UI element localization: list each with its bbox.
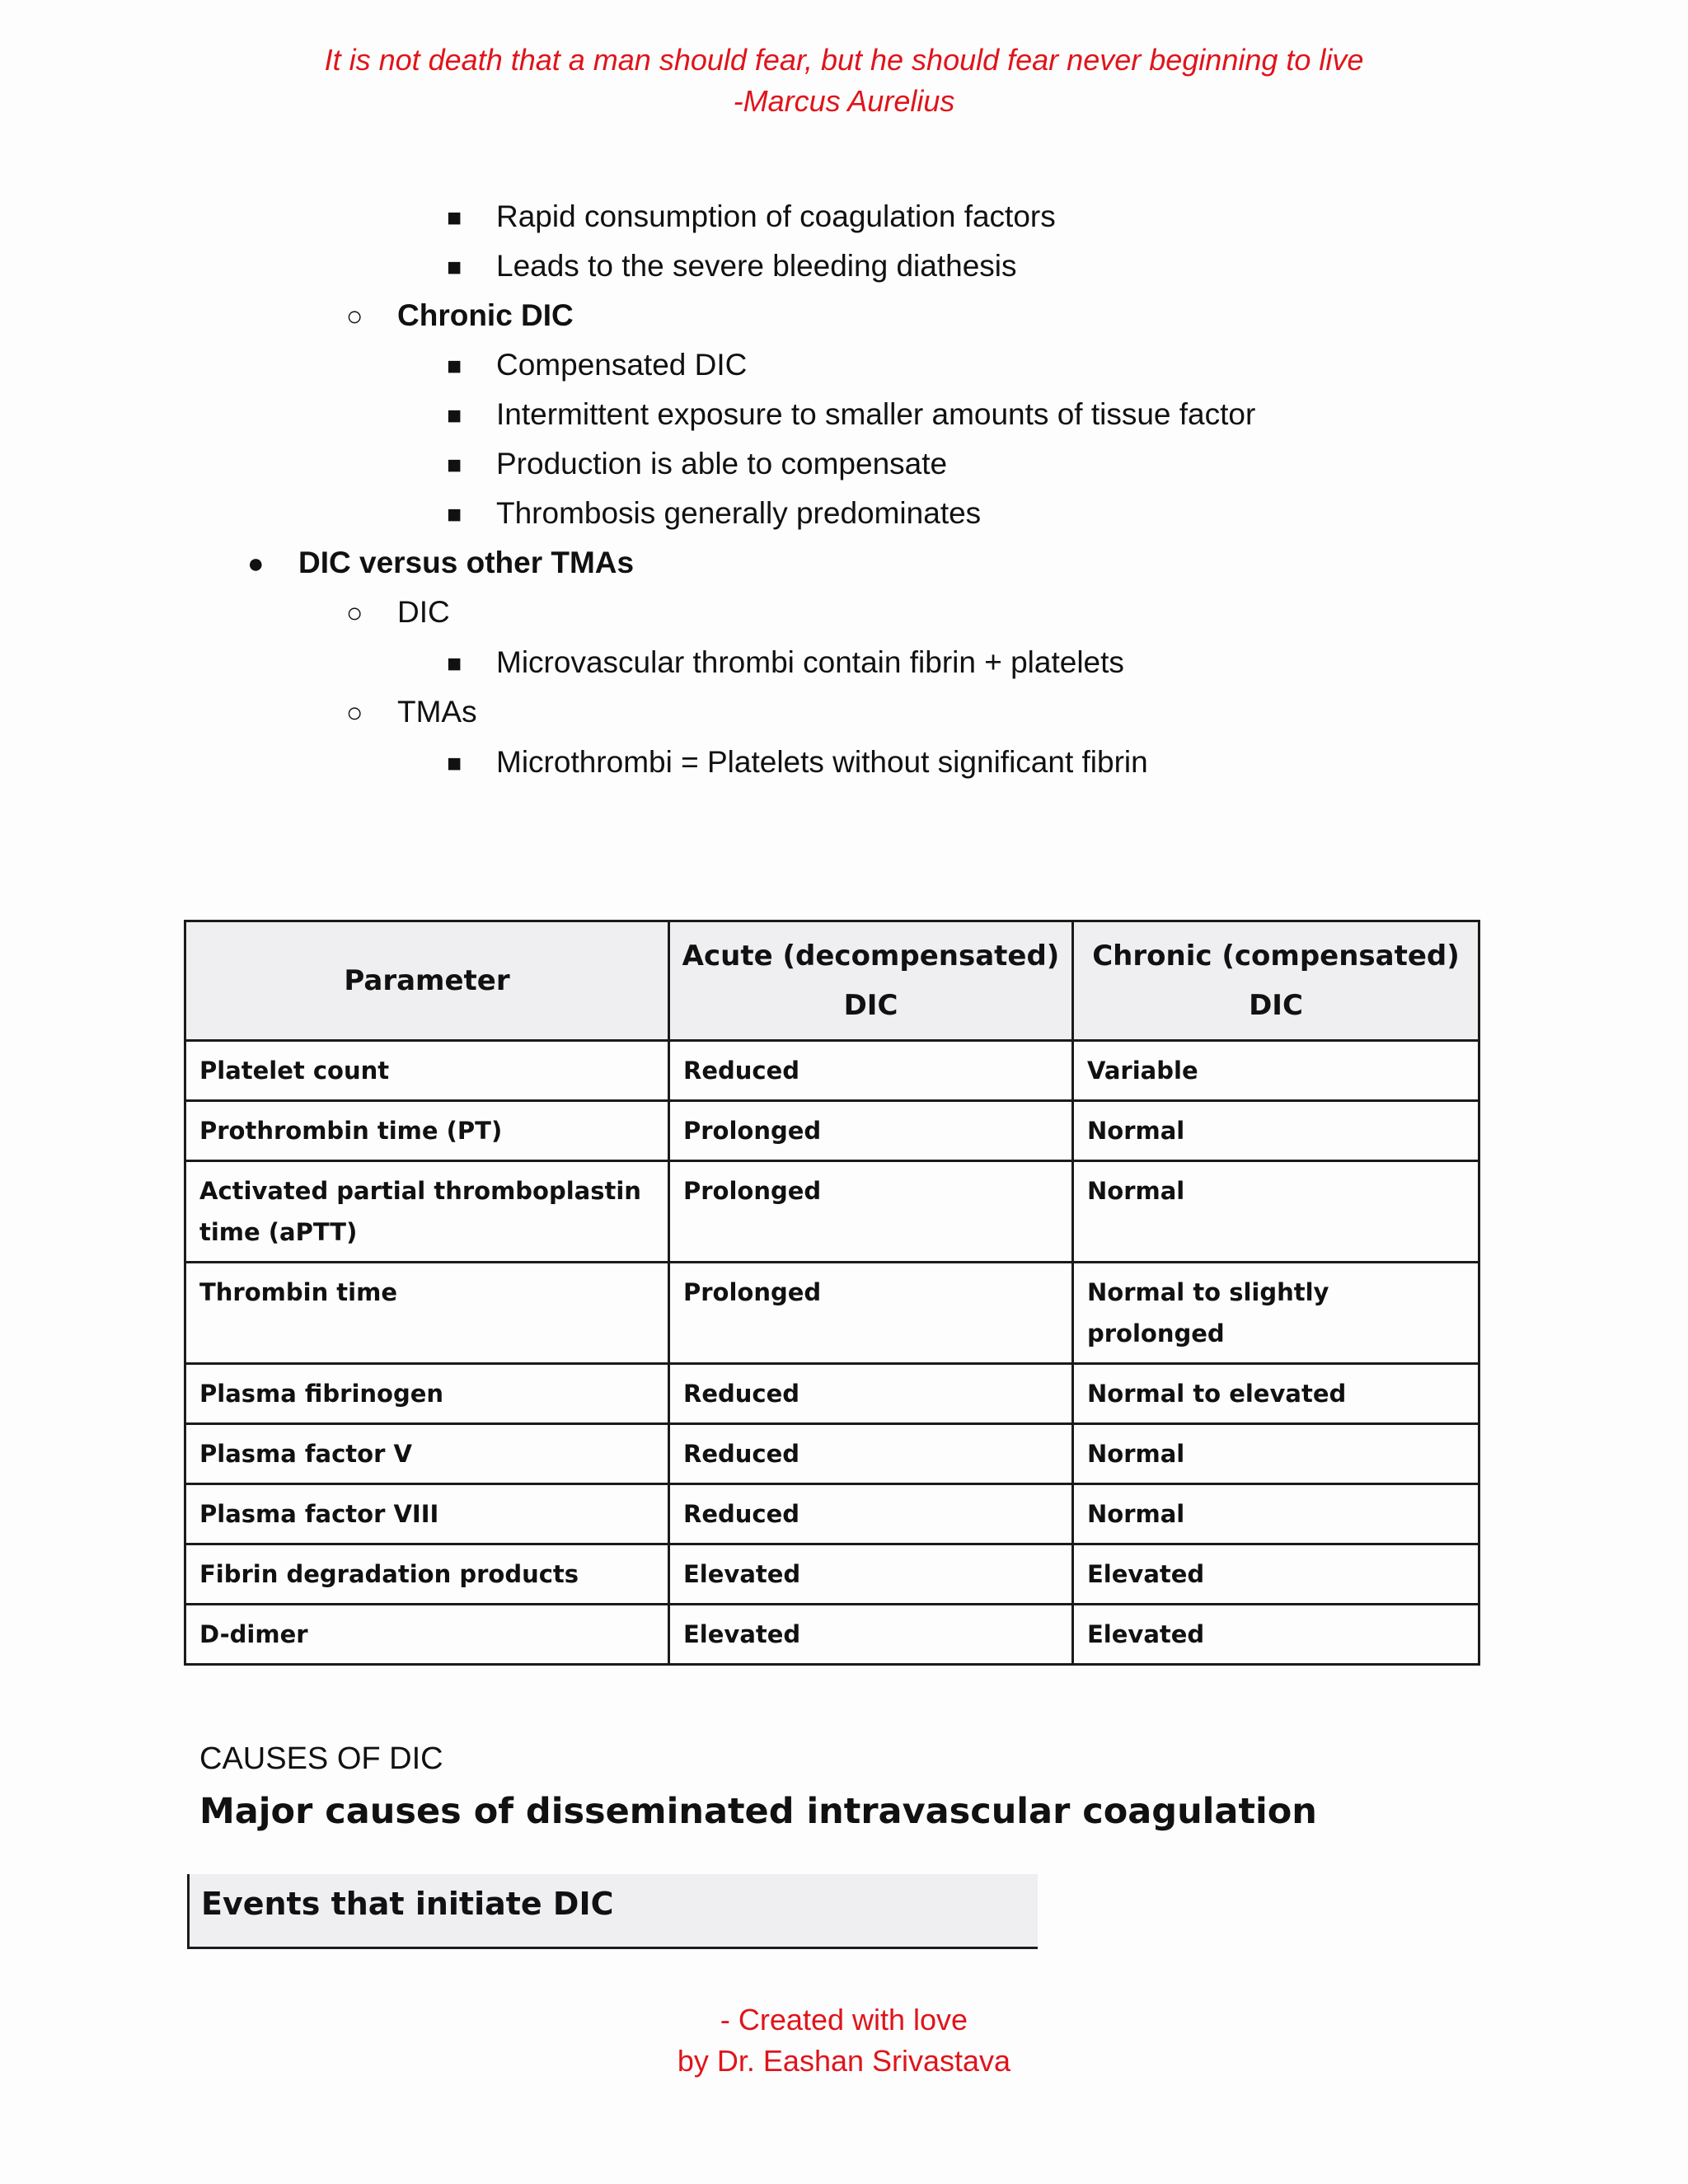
causes-title: Major causes of disseminated intravascular coagulation — [199, 1791, 1317, 1832]
square-bullet-icon: ■ — [447, 650, 462, 677]
chronic-heading: Chronic DIC — [397, 298, 574, 332]
table-cell: Prolonged — [669, 1161, 1073, 1263]
table-cell: Activated partial thromboplastin time (aPTT) — [185, 1161, 669, 1263]
table-cell: Elevated — [669, 1544, 1073, 1605]
table-cell: Platelet count — [185, 1041, 669, 1101]
table-cell: Elevated — [1073, 1544, 1479, 1605]
table-cell: Plasma factor V — [185, 1424, 669, 1484]
table-cell: Variable — [1073, 1041, 1479, 1101]
table-cell: Normal — [1073, 1161, 1479, 1263]
table-row — [185, 1041, 1479, 1101]
table-cell: Normal to slightly prolonged — [1073, 1263, 1479, 1364]
square-bullet-icon: ■ — [447, 353, 462, 380]
list-item: Microthrombi = Platelets without significant fibrin — [496, 745, 1148, 779]
table-cell: Elevated — [669, 1605, 1073, 1665]
events-heading: Events that initiate DIC — [201, 1886, 614, 1922]
table-row — [185, 1263, 1479, 1364]
table-cell: Fibrin degradation products — [185, 1544, 669, 1605]
footer-line-2: by Dr. Eashan Srivastava — [677, 2044, 1011, 2078]
dic-comparison-table — [184, 920, 1480, 1666]
square-bullet-icon: ■ — [447, 750, 462, 777]
table-cell: Normal to elevated — [1073, 1364, 1479, 1424]
list-item: Leads to the severe bleeding diathesis — [496, 249, 1017, 283]
square-bullet-icon: ■ — [447, 501, 462, 528]
table-cell: Normal — [1073, 1101, 1479, 1161]
list-item: Production is able to compensate — [496, 447, 948, 480]
table-cell: Plasma factor VIII — [185, 1484, 669, 1544]
list-item: Intermittent exposure to smaller amounts of tissue factor — [496, 397, 1256, 431]
table-cell: Reduced — [669, 1424, 1073, 1484]
circle-bullet-icon: ○ — [346, 598, 363, 629]
list-item: Compensated DIC — [496, 348, 748, 382]
list-item: Thrombosis generally predominates — [496, 496, 982, 530]
table-row — [185, 1424, 1479, 1484]
list-item: Microvascular thrombi contain fibrin + platelets — [496, 645, 1124, 679]
table-cell: Reduced — [669, 1484, 1073, 1544]
footer-line-1: - Created with love — [720, 2003, 968, 2036]
causes-label: CAUSES OF DIC — [199, 1741, 443, 1776]
table-cell: Prolonged — [669, 1101, 1073, 1161]
dic-label: DIC — [397, 595, 450, 629]
events-table-header — [187, 1874, 1038, 1949]
table-cell: Normal — [1073, 1484, 1479, 1544]
table-cell: Prolonged — [669, 1263, 1073, 1364]
table-cell: Normal — [1073, 1424, 1479, 1484]
table-cell: Prothrombin time (PT) — [185, 1101, 669, 1161]
circle-bullet-icon: ○ — [346, 697, 363, 729]
table-cell: D-dimer — [185, 1605, 669, 1665]
table-row — [185, 1544, 1479, 1605]
header-chronic: Chronic (compensated) DIC — [1073, 921, 1479, 1041]
list-item: Rapid consumption of coagulation factors — [496, 199, 1056, 233]
table-row — [185, 1161, 1479, 1263]
header-acute: Acute (decompensated) DIC — [669, 921, 1073, 1041]
footer-credit — [0, 1999, 1688, 2082]
disc-bullet-icon: ● — [247, 548, 265, 579]
quote-block — [0, 40, 1688, 122]
table-row — [185, 1101, 1479, 1161]
square-bullet-icon: ■ — [447, 452, 462, 479]
square-bullet-icon: ■ — [447, 204, 462, 232]
table-cell: Plasma fibrinogen — [185, 1364, 669, 1424]
table-row — [185, 1605, 1479, 1665]
table-header-row — [185, 921, 1479, 1041]
tma-label: TMAs — [397, 695, 477, 729]
quote-text: It is not death that a man should fear, but he should fear never beginning to live — [324, 43, 1364, 77]
header-parameter: Parameter — [185, 921, 669, 1041]
table-cell: Reduced — [669, 1041, 1073, 1101]
versus-heading: DIC versus other TMAs — [298, 546, 635, 579]
table-cell: Elevated — [1073, 1605, 1479, 1665]
table-row — [185, 1364, 1479, 1424]
table-row — [185, 1484, 1479, 1544]
table-cell: Reduced — [669, 1364, 1073, 1424]
square-bullet-icon: ■ — [447, 402, 462, 429]
table-cell: Thrombin time — [185, 1263, 669, 1364]
circle-bullet-icon: ○ — [346, 301, 363, 332]
square-bullet-icon: ■ — [447, 254, 462, 281]
quote-author: -Marcus Aurelius — [733, 84, 955, 118]
